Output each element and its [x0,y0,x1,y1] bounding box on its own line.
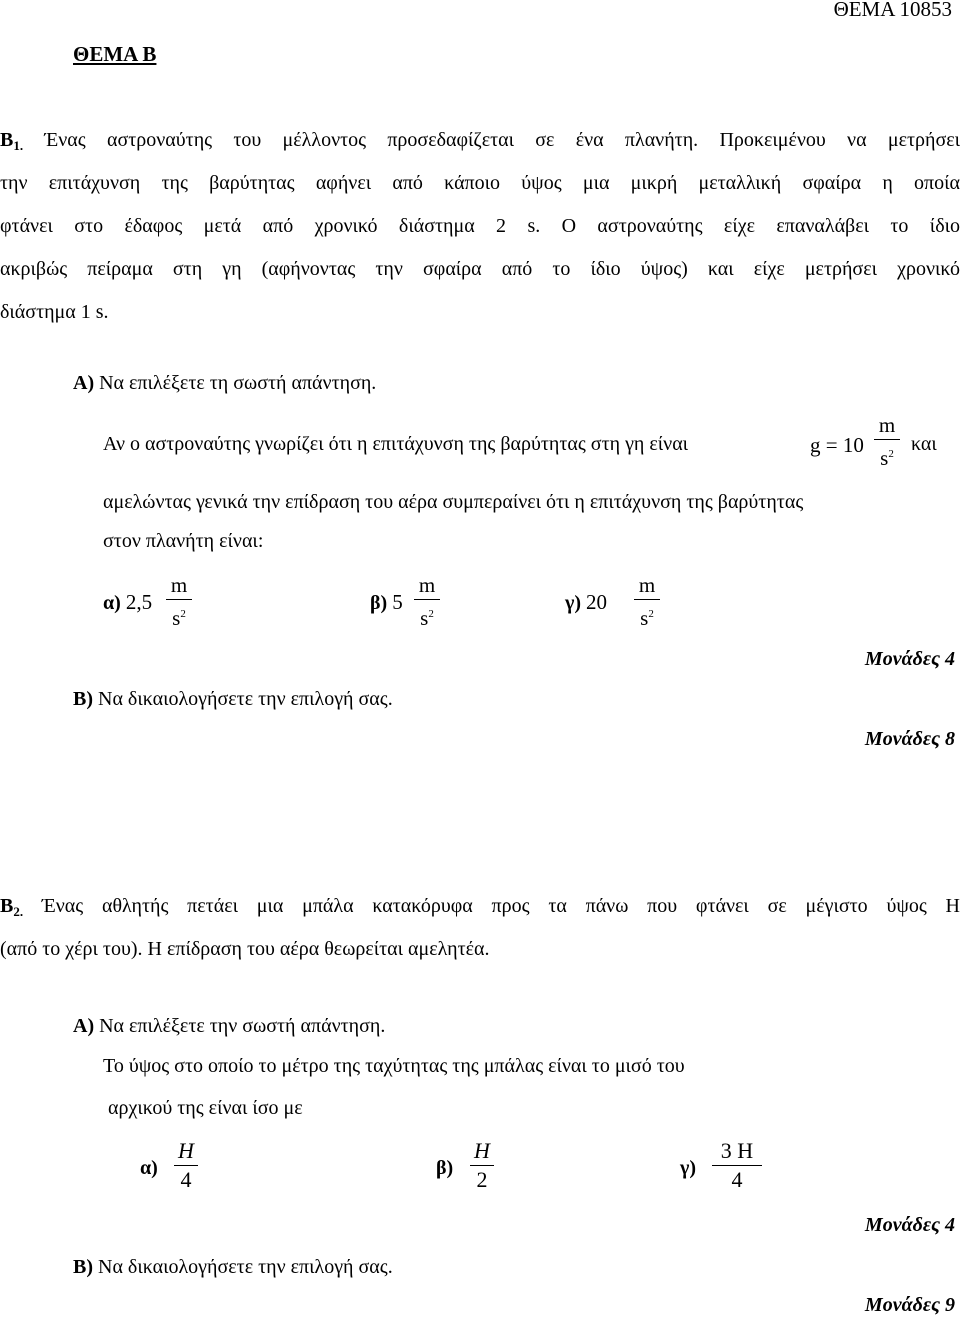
b1-line-3: φτάνει στο έδαφος μετά από χρονικό διάστημα 2 s. Ο αστροναύτης είχε επαναλάβει το ίδιο [0,215,960,237]
b1-option-c: γ) 20 [565,590,608,614]
b2-option-c-label: γ) [680,1157,697,1179]
b1-option-c-unit: m $s^2$ [634,572,660,631]
unit-fraction-g: m $s^2$ [874,412,900,471]
b1-statement-2: αμελώντας γενικά την επίδραση του αέρα συμπεραίνει ότι η επιτάχυνση της βαρύτητας [103,491,804,513]
b1-line-2: την επιτάχυνση της βαρύτητας αφήνει από κάποιο ύψος μια μικρή μεταλλική σφαίρα η οποία [0,172,960,194]
b1-option-a: α) 2,5 [103,590,153,614]
b2-option-a-label: α) [140,1157,158,1179]
b2-paragraph [0,885,960,971]
b1-option-a-unit: m $s^2$ [166,572,192,631]
b1-partB-prompt: Β) Να δικαιολογήσετε την επιλογή σας. [73,688,393,710]
b2-label: $B_{2.}$ [0,895,24,919]
document-code: ΘΕΜΑ 10853 [833,0,952,21]
b1-paragraph [0,119,960,334]
b1-statement-3: στον πλανήτη είναι: [103,530,264,552]
b1-option-b-unit: m $s^2$ [414,572,440,631]
b2-statement-1: Το ύψος στο οποίο το μέτρο της ταχύτητας της μπάλας είναι το μισό του [103,1055,685,1077]
b1-line-5: διάστημα 1 s. [0,301,109,323]
b2-statement-2: αρχικού της είναι ίσο με [108,1097,303,1119]
b2-line-2: (από το χέρι του). Η επίδραση του αέρα θεωρείται αμελητέα. [0,938,490,960]
b1-option-b: β) 5 [370,590,403,614]
b2-option-b-label: β) [436,1157,454,1179]
b1-marks-b: Μονάδες 8 [864,728,955,750]
b2-marks-b: Μονάδες 9 [864,1294,955,1316]
b1-partA-prompt: Α) Να επιλέξετε τη σωστή απάντηση. [73,372,377,394]
b1-line-4: ακριβώς πείραμα στη γη (αφήνοντας την σφαίρα από το ίδιο ύψος) και είχε μετρήσει χρονικό [0,258,960,280]
b1-statement-1: Αν ο αστροναύτης γνωρίζει ότι η επιτάχυνση της βαρύτητας στη γη είναι [103,433,689,455]
and-word: και [911,433,937,455]
b2-line-1: $B_{2.}$ Ένας αθλητής πετάει μια μπάλα κατακόρυφα προς τα πάνω που φτάνει σε μέγιστο ύψος Η [0,895,960,919]
b2-marks-a: Μονάδες 4 [864,1214,955,1236]
g-expression: g = 10 [810,433,864,457]
b2-option-a-fraction: H 4 [174,1138,198,1193]
b1-line-1: $B_{1.}$ Ένας αστροναύτης του μέλλοντος προσεδαφίζεται σε ένα πλανήτη. Προκειμένου να μετρήσει [0,129,960,153]
b2-option-b-fraction: H 2 [470,1138,494,1193]
section-title: ΘΕΜΑ Β [73,42,157,66]
b2-partA-prompt: Α) Να επιλέξετε την σωστή απάντηση. [73,1015,386,1037]
b2-partB-prompt: Β) Να δικαιολογήσετε την επιλογή σας. [73,1256,393,1278]
b1-label: $B_{1.}$ [0,129,24,153]
b2-option-c-fraction: 3 H 4 [712,1138,762,1193]
b1-marks-a: Μονάδες 4 [864,648,955,670]
